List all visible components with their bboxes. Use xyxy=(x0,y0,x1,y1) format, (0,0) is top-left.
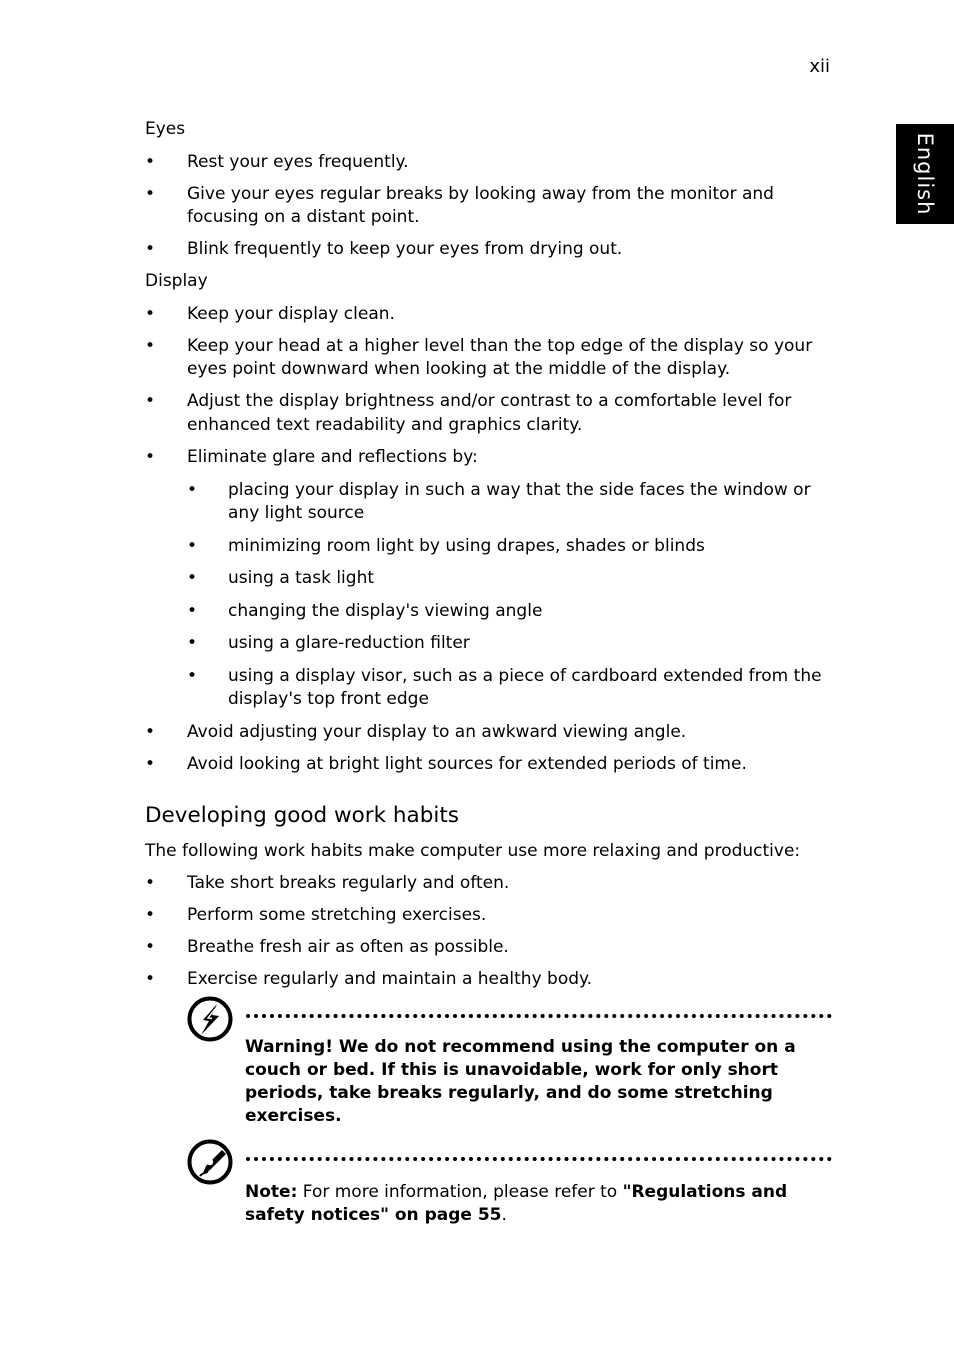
eyes-heading: Eyes xyxy=(145,119,186,139)
list-item: • Perform some stretching exercises. xyxy=(145,904,835,928)
list-item: • Breathe fresh air as often as possible. xyxy=(145,936,835,960)
sublist-item: • changing the display's viewing angle xyxy=(187,600,835,624)
page-number: xii xyxy=(809,56,830,77)
note-text xyxy=(245,1181,832,1227)
glare-sublist xyxy=(187,479,835,712)
list-item: • Avoid looking at bright light sources for extended periods of time. xyxy=(145,753,835,777)
warning-text: Warning! We do not recommend using the computer on a couch or bed. If this is unavoidable, work for only short periods, take breaks regularly, and do some stretching exercises. xyxy=(245,1037,796,1126)
language-tab xyxy=(896,124,954,224)
note-dotted-rule xyxy=(246,1157,832,1161)
eyes-list xyxy=(145,151,835,262)
warning-lightning-icon xyxy=(186,995,234,1043)
list-item-glare xyxy=(145,446,835,712)
sublist-item: • using a glare-reduction filter xyxy=(187,632,835,656)
display-heading: Display xyxy=(145,271,208,291)
warning-dotted-rule xyxy=(246,1014,832,1018)
habits-list xyxy=(145,872,835,992)
note-body: For more information, please refer to xyxy=(297,1182,623,1202)
note-callout xyxy=(186,1138,832,1233)
list-item: • Give your eyes regular breaks by looking away from the monitor and focusing on a distant point. xyxy=(145,183,835,230)
list-item: • Avoid adjusting your display to an awkward viewing angle. xyxy=(145,721,835,745)
note-end: . xyxy=(501,1205,507,1225)
note-label: Note: xyxy=(245,1182,298,1202)
language-tab-label: English xyxy=(913,132,937,216)
list-item: • Take short breaks regularly and often. xyxy=(145,872,835,896)
list-item: • Exercise regularly and maintain a healthy body. xyxy=(145,968,835,992)
list-item: • Keep your display clean. xyxy=(145,303,835,327)
note-pen-icon xyxy=(186,1138,234,1186)
note-reference-link[interactable]: "Regulations and safety notices" on page 55 xyxy=(245,1182,788,1225)
list-item: • Adjust the display brightness and/or contrast to a comfortable level for enhanced text readability and graphics clarity. xyxy=(145,390,835,437)
sublist-item: • using a task light xyxy=(187,567,835,591)
page-content xyxy=(145,118,835,1000)
section-title: Developing good work habits xyxy=(145,803,459,828)
display-list xyxy=(145,303,835,777)
warning-callout xyxy=(186,995,832,1126)
list-item: • Blink frequently to keep your eyes from drying out. xyxy=(145,238,835,262)
glare-intro: • Eliminate glare and reflections by: xyxy=(187,446,478,467)
list-item: • Keep your head at a higher level than the top edge of the display so your eyes point downward when looking at the middle of the display. xyxy=(145,335,835,382)
list-item: • Rest your eyes frequently. xyxy=(145,151,835,175)
sublist-item: • placing your display in such a way that the side faces the window or any light source xyxy=(187,479,835,526)
sublist-item: • minimizing room light by using drapes, shades or blinds xyxy=(187,535,835,559)
habits-intro: The following work habits make computer use more relaxing and productive: xyxy=(145,841,801,861)
sublist-item: • using a display visor, such as a piece of cardboard extended from the display's top front edge xyxy=(187,665,835,712)
